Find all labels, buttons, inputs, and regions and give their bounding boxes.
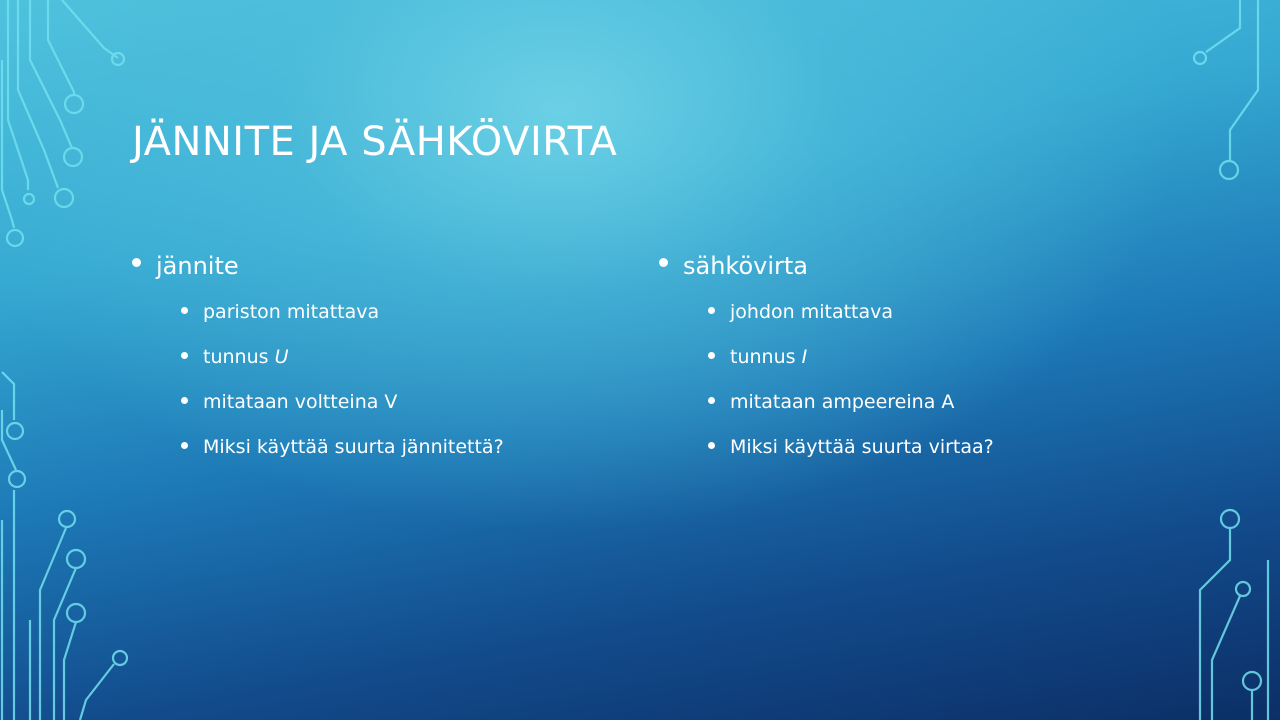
sub-bullet-item bbox=[130, 290, 610, 335]
sub-bullet-item bbox=[657, 290, 1137, 335]
sub-bullet-item bbox=[657, 380, 1137, 425]
bullet-dot-icon bbox=[181, 397, 188, 404]
bullet-dot-icon bbox=[181, 352, 188, 359]
column-current bbox=[657, 246, 1137, 470]
sub-bullet-item bbox=[130, 425, 610, 470]
column-voltage bbox=[130, 246, 610, 470]
sub-bullet-list bbox=[657, 290, 1137, 470]
bullet-dot-icon bbox=[132, 258, 141, 267]
bullet-dot-icon bbox=[708, 352, 715, 359]
slide-title: JÄNNITE JA SÄHKÖVIRTA bbox=[132, 119, 618, 165]
bullet-heading bbox=[130, 246, 610, 286]
sub-bullet-text: mitataan ampeereina A bbox=[730, 391, 955, 413]
sub-bullet-list bbox=[130, 290, 610, 470]
bullet-heading-label: jännite bbox=[156, 252, 239, 280]
sub-bullet-item bbox=[657, 425, 1137, 470]
sub-bullet-text: Miksi käyttää suurta virtaa? bbox=[730, 436, 994, 458]
quantity-symbol: I bbox=[801, 346, 808, 368]
sub-bullet-text: tunnus bbox=[203, 346, 275, 368]
bullet-dot-icon bbox=[708, 442, 715, 449]
sub-bullet-text: johdon mitattava bbox=[730, 301, 894, 323]
sub-bullet-text: mitataan voltteina V bbox=[203, 391, 398, 413]
bullet-dot-icon bbox=[708, 397, 715, 404]
bullet-heading bbox=[657, 246, 1137, 286]
bullet-dot-icon bbox=[181, 307, 188, 314]
sub-bullet-text: Miksi käyttää suurta jännitettä? bbox=[203, 436, 504, 458]
bullet-dot-icon bbox=[708, 307, 715, 314]
quantity-symbol: U bbox=[274, 346, 289, 368]
bullet-dot-icon bbox=[659, 258, 668, 267]
sub-bullet-text: pariston mitattava bbox=[203, 301, 380, 323]
sub-bullet-item bbox=[657, 335, 1137, 380]
sub-bullet-item bbox=[130, 335, 610, 380]
bullet-heading-label: sähkövirta bbox=[683, 252, 809, 280]
sub-bullet-text: tunnus bbox=[730, 346, 802, 368]
bullet-dot-icon bbox=[181, 442, 188, 449]
sub-bullet-item bbox=[130, 380, 610, 425]
